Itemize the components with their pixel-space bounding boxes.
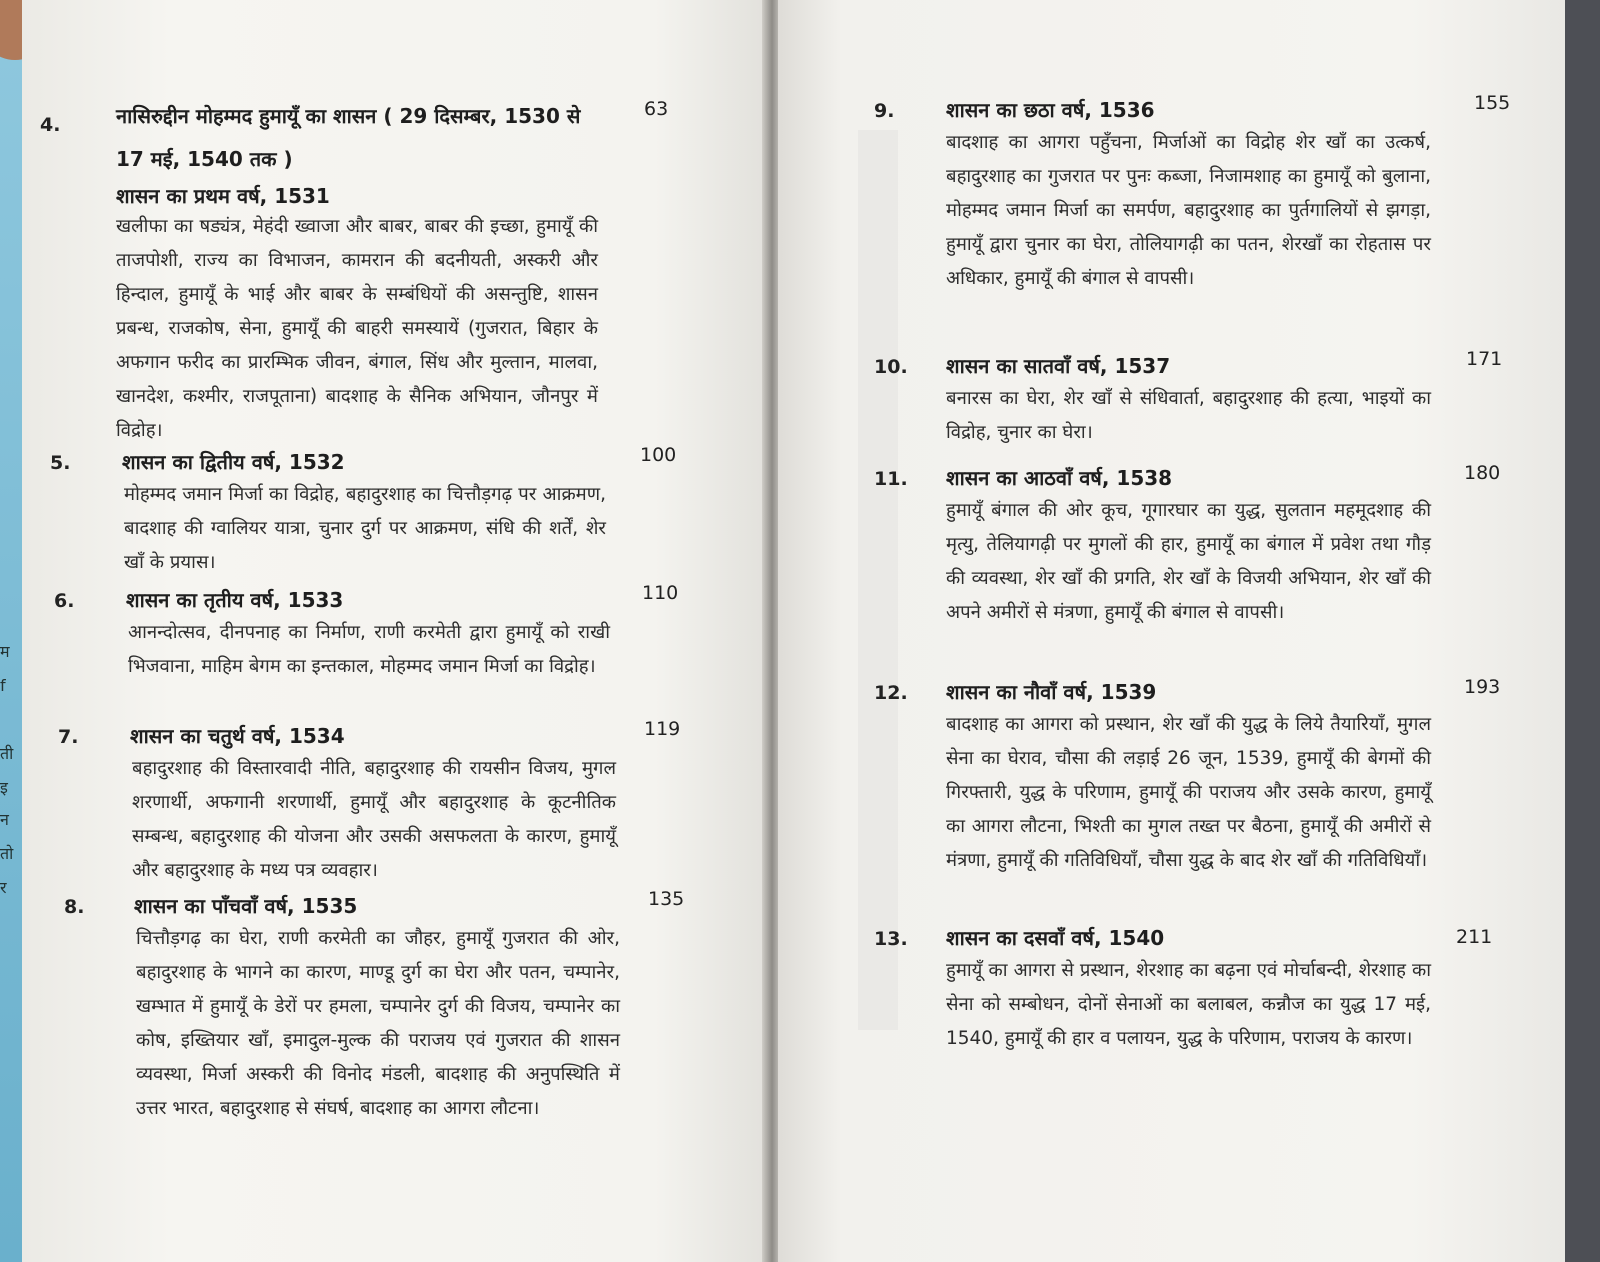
entry-page-number: 171 (1466, 348, 1503, 370)
entry-page-number: 180 (1464, 462, 1501, 484)
edge-glyph: इ (0, 778, 8, 797)
entry-title: शासन का छठा वर्ष, 1536 (946, 98, 1155, 122)
right-page (778, 0, 1568, 1262)
entry-description: मोहम्मद जमान मिर्जा का विद्रोह, बहादुरशाह का चित्तौड़गढ़ पर आक्रमण, बादशाह की ग्वालियर यात्रा, चुनार दुर्ग पर आक्रमण, संधि की शर्तें, शेर खाँ के प्रयास। (124, 484, 606, 573)
entry-title: शासन का चतुर्थ वर्ष, 1534 (130, 724, 345, 748)
left-page (22, 0, 767, 1262)
entry-page-number: 100 (640, 444, 677, 466)
entry-number: 4. (40, 114, 61, 136)
entry-title: शासन का तृतीय वर्ष, 1533 (126, 588, 344, 612)
entry-page-number: 119 (644, 718, 681, 740)
entry-title: नासिरुद्दीन मोहम्मद हुमायूँ का शासन ( 29 दिसम्बर, 1530 से (116, 104, 581, 128)
entry-page-number: 155 (1474, 92, 1511, 114)
entry-description: बनारस का घेरा, शेर खाँ से संधिवार्ता, बहादुरशाह की हत्या, भाइयों का विद्रोह, चुनार का घेरा। (946, 388, 1431, 443)
entry-page-number: 63 (644, 98, 669, 120)
entry-title: शासन का पाँचवाँ वर्ष, 1535 (134, 894, 358, 918)
edge-glyph: ती (0, 744, 14, 763)
entry-description: हुमायूँ का आगरा से प्रस्थान, शेरशाह का बढ़ना एवं मोर्चाबन्दी, शेरशाह का सेना को सम्बोधन, दोनों सेनाओं का बलाबल, कन्नौज का युद्ध 17 मई, 1540, हुमायूँ की हार व पलायन, युद्ध के परिणाम, पराजय के कारण। (946, 960, 1431, 1049)
entry-number: 5. (50, 452, 71, 474)
entry-title: शासन का आठवाँ वर्ष, 1538 (946, 466, 1173, 490)
entry-description: बादशाह का आगरा को प्रस्थान, शेर खाँ की युद्ध के लिये तैयारियाँ, मुगल सेना का घेराव, चौसा की लड़ाई 26 जून, 1539, हुमायूँ की बेगमों की गिरफ्तारी, युद्ध के परिणाम, हुमायूँ की पराजय और उसके कारण, हुमायूँ का आगरा लौटना, भिश्ती का मुगल तख्त पर बैठना, हुमायूँ की अमीरों से मंत्रणा, हुमायूँ की गतिविधियाँ, चौसा युद्ध के बाद शेर खाँ की गतिविधियाँ। (946, 714, 1431, 871)
entry-number: 12. (874, 682, 908, 704)
entry-title-cont: 17 मई, 1540 तक ) (116, 147, 293, 171)
entry-description: हुमायूँ बंगाल की ओर कूच, गूगारघार का युद्ध, सुलतान महमूदशाह की मृत्यु, तेलियागढ़ी पर मुगलों की हार, हुमायूँ का बंगाल में प्रवेश तथा गौड़ की व्यवस्था, शेर खाँ की प्रगति, शेर खाँ के विजयी अभियान, शेर खाँ की अपने अमीरों से मंत्रणा, हुमायूँ की बंगाल से वापसी। (946, 500, 1431, 623)
entry-number: 10. (874, 356, 908, 378)
edge-glyph: f (0, 676, 6, 695)
entry-title: शासन का द्वितीय वर्ष, 1532 (122, 450, 345, 474)
dark-background-edge (1565, 0, 1600, 1262)
entry-number: 9. (874, 100, 895, 122)
show-through (858, 130, 898, 1030)
entry-number: 6. (54, 590, 75, 612)
entry-title: शासन का दसवाँ वर्ष, 1540 (946, 926, 1165, 950)
edge-glyph: न (0, 810, 9, 829)
edge-glyph: तो (0, 844, 14, 863)
entry-description: खलीफा का षड्यंत्र, मेहंदी ख्वाजा और बाबर, बाबर की इच्छा, हुमायूँ की ताजपोशी, राज्य का विभाजन, कामरान की बदनीयती, अस्करी और हिन्दाल, हुमायूँ के भाई और बाबर के सम्बंधियों की असन्तुष्टि, शासन प्रबन्ध, राजकोष, सेना, हुमायूँ की बाहरी समस्यायें (गुजरात, बिहार के अफगान फरीद का प्रारम्भिक जीवन, बंगाल, सिंध और मुल्तान, मालवा, खानदेश, कश्मीर, राजपूताना) बादशाह के सैनिक अभियान, जौनपुर में विद्रोह। (116, 216, 598, 441)
entry-description: बहादुरशाह की विस्तारवादी नीति, बहादुरशाह की रायसीन विजय, मुगल शरणार्थी, अफगानी शरणार्थी, हुमायूँ और बहादुरशाह के कूटनीतिक सम्बन्ध, बहादुरशाह की योजना और उसकी असफलता के कारण, हुमायूँ और बहादुरशाह के मध्य पत्र व्यवहार। (132, 758, 616, 881)
entry-description: चित्तौड़गढ़ का घेरा, राणी करमेती का जौहर, हुमायूँ गुजरात की ओर, बहादुरशाह के भागने का कारण, माण्डू दुर्ग का घेरा और पतन, चम्पानेर, खम्भात में हुमायूँ के डेरों पर हमला, चम्पानेर दुर्ग की विजय, चम्पानेर का कोष, इख्तियार खाँ, इमादुल-मुल्क की पराजय एवं गुजरात की शासन व्यवस्था, मिर्जा अस्करी की विनोद मंडली, बादशाह की अनुपस्थिति में उत्तर भारत, बहादुरशाह से संघर्ष, बादशाह का आगरा लौटना। (136, 928, 620, 1119)
entry-title: शासन का सातवाँ वर्ष, 1537 (946, 354, 1171, 378)
entry-page-number: 193 (1464, 676, 1501, 698)
entry-number: 8. (64, 896, 85, 918)
entry-number: 11. (874, 468, 908, 490)
entry-number: 7. (58, 726, 79, 748)
entry-description: आनन्दोत्सव, दीनपनाह का निर्माण, राणी करमेती द्वारा हुमायूँ को राखी भिजवाना, माहिम बेगम का इन्तकाल, मोहम्मद जमान मिर्जा का विद्रोह। (128, 622, 610, 677)
edge-glyph: र (0, 878, 7, 897)
entry-page-number: 110 (642, 582, 679, 604)
entry-page-number: 211 (1456, 926, 1493, 948)
entry-title: शासन का नौवाँ वर्ष, 1539 (946, 680, 1157, 704)
entry-subtitle: शासन का प्रथम वर्ष, 1531 (116, 184, 330, 208)
entry-description: बादशाह का आगरा पहुँचना, मिर्जाओं का विद्रोह शेर खाँ का उत्कर्ष, बहादुरशाह का गुजरात पर पुनः कब्जा, निजामशाह का हुमायूँ को बुलाना, मोहम्मद जमान मिर्जा का समर्पण, बहादुरशाह का पुर्तगालियों से झगड़ा, हुमायूँ द्वारा चुनार का घेरा, तोलियागढ़ी का पतन, शेरखाँ का रोहतास पर अधिकार, हुमायूँ की बंगाल से वापसी। (946, 132, 1431, 289)
entry-page-number: 135 (648, 888, 685, 910)
edge-glyph: म (0, 642, 10, 661)
entry-number: 13. (874, 928, 908, 950)
